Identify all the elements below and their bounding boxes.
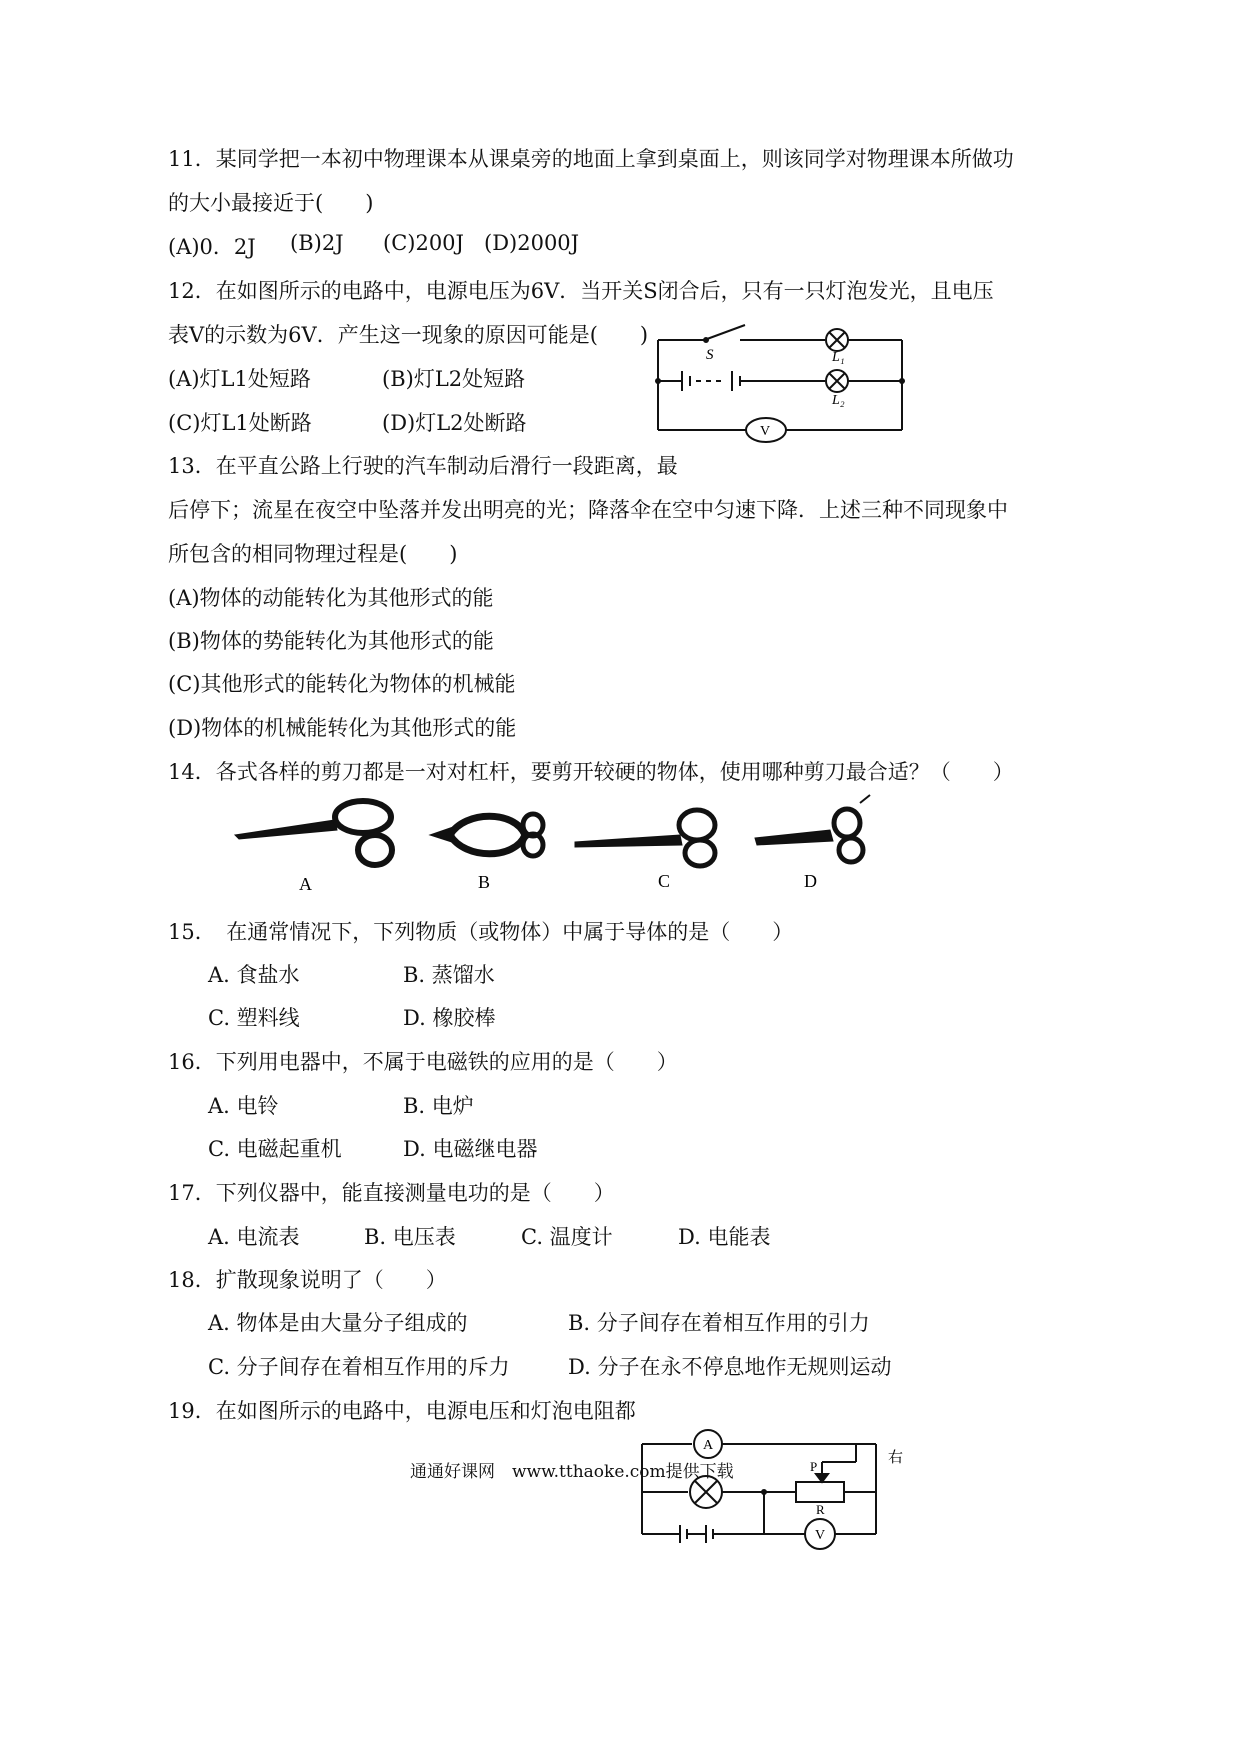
q12-voltmeter-label: V — [760, 424, 771, 439]
q19-slider-label: P — [810, 1459, 818, 1474]
q14-label-d: D — [804, 871, 817, 891]
q12-circuit-diagram — [640, 315, 920, 445]
q19-voltmeter-label: V — [815, 1528, 826, 1543]
q16-stem-line1: 16．下列用电器中，不属于电磁铁的应用的是（ ） — [168, 1050, 678, 1074]
q13-option-d: (D)物体的机械能转化为其他形式的能 — [168, 716, 517, 740]
q14-label-c: C — [658, 871, 671, 891]
q13-stem-line3: 所包含的相同物理过程是( ) — [168, 542, 458, 566]
q11-option-c: (C)200J — [383, 231, 464, 255]
q17-option-c: C. 温度计 — [521, 1225, 613, 1249]
q13-option-a: (A)物体的动能转化为其他形式的能 — [168, 586, 494, 610]
q15-stem-line1: 15． 在通常情况下，下列物质（或物体）中属于导体的是（ ） — [168, 920, 794, 944]
q13-option-b: (B)物体的势能转化为其他形式的能 — [168, 629, 494, 653]
q11-option-b: (B)2J — [290, 231, 344, 255]
q15-option-b: B. 蒸馏水 — [403, 963, 495, 987]
q12-lamp2-label: L₂ — [832, 393, 845, 408]
q13-stem-line1: 13．在平直公路上行驶的汽车制动后滑行一段距离，最 — [168, 454, 678, 478]
q15-option-a: A. 食盐水 — [208, 963, 300, 987]
q16-option-a: A. 电铃 — [208, 1094, 279, 1118]
q12-stem-line1: 12．在如图所示的电路中，电源电压为6V．当开关S闭合后，只有一只灯泡发光，且电压 — [168, 279, 994, 303]
q17-option-d: D. 电能表 — [678, 1225, 771, 1249]
q19-rheostat-label: R — [816, 1502, 825, 1517]
q12-stem-line2: 表V的示数为6V．产生这一现象的原因可能是( ) — [168, 323, 649, 347]
q19-ammeter-label: A — [703, 1438, 714, 1453]
q18-stem-line1: 18．扩散现象说明了（ ） — [168, 1268, 447, 1292]
q11-option-a: (A)0．2J — [168, 235, 256, 259]
q12-option-c: (C)灯L1处断路 — [168, 411, 312, 435]
q17-option-b: B. 电压表 — [364, 1225, 456, 1249]
q15-option-c: C. 塑料线 — [208, 1006, 300, 1030]
q16-option-b: B. 电炉 — [403, 1094, 474, 1118]
q13-option-c: (C)其他形式的能转化为物体的机械能 — [168, 672, 516, 696]
q16-option-d: D. 电磁继电器 — [403, 1137, 538, 1161]
q12-lamp1-label: L₁ — [832, 350, 845, 365]
page-footer: 通通好课网 www.tthaoke.com提供下载 — [410, 1462, 734, 1482]
q18-option-a: A. 物体是由大量分子组成的 — [208, 1311, 468, 1335]
q16-option-c: C. 电磁起重机 — [208, 1137, 342, 1161]
q17-option-a: A. 电流表 — [208, 1225, 300, 1249]
q19-direction-label: 右 — [888, 1450, 904, 1466]
q12-switch-label: S — [706, 347, 714, 363]
q14-label-b: B — [478, 872, 491, 892]
q19-stem-line1: 19．在如图所示的电路中，电源电压和灯泡电阻都 — [168, 1399, 636, 1423]
q12-option-b: (B)灯L2处短路 — [382, 367, 526, 391]
q15-option-d: D. 橡胶棒 — [403, 1006, 496, 1030]
q17-stem-line1: 17．下列仪器中，能直接测量电功的是（ ） — [168, 1181, 615, 1205]
q19-circuit-diagram — [630, 1430, 920, 1555]
q14-scissors-figure — [225, 795, 885, 895]
q14-stem-line1: 14．各式各样的剪刀都是一对对杠杆，要剪开较硬的物体，使用哪种剪刀最合适？（ ） — [168, 760, 1014, 784]
q13-stem-line2: 后停下；流星在夜空中坠落并发出明亮的光；降落伞在空中匀速下降．上述三种不同现象中 — [168, 498, 1008, 522]
q11-stem-line1: 11．某同学把一本初中物理课本从课桌旁的地面上拿到桌面上，则该同学对物理课本所做功 — [168, 147, 1014, 171]
q18-option-b: B. 分子间存在着相互作用的引力 — [568, 1311, 870, 1335]
q11-option-d: (D)2000J — [484, 231, 580, 255]
q11-stem-line2: 的大小最接近于( ) — [168, 191, 374, 215]
q18-option-d: D. 分子在永不停息地作无规则运动 — [568, 1355, 892, 1379]
q18-option-c: C. 分子间存在着相互作用的斥力 — [208, 1355, 510, 1379]
q14-label-a: A — [299, 874, 312, 894]
q12-option-a: (A)灯L1处短路 — [168, 367, 311, 391]
q12-option-d: (D)灯L2处断路 — [382, 411, 527, 435]
